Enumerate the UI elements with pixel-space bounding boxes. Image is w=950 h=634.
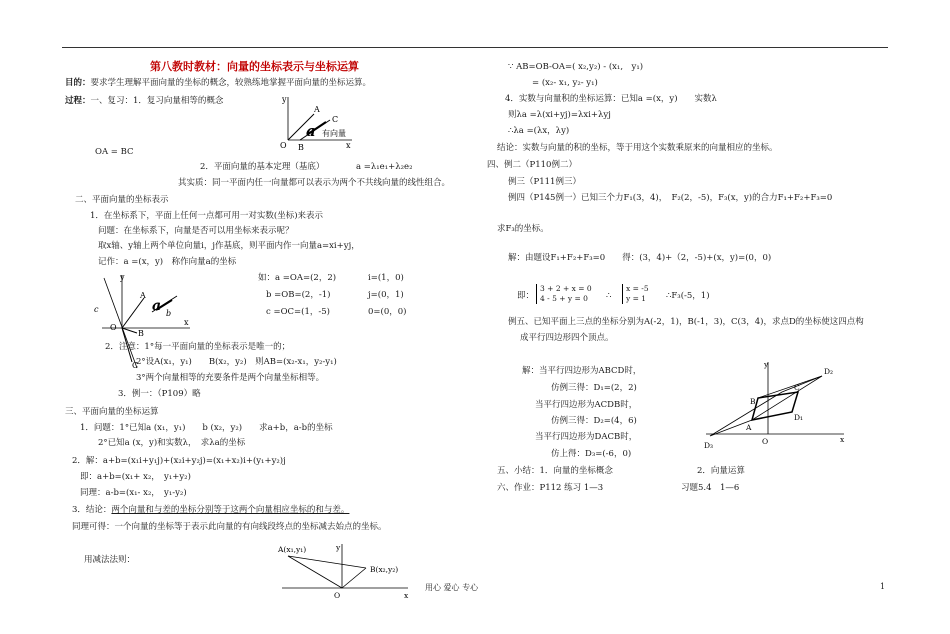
fig1-direction-label: 有向量 [322, 129, 346, 138]
fig1-o-label: O [280, 141, 287, 150]
therefore-symbol: ∴ [606, 291, 612, 301]
r-line-12-label: 即： [517, 291, 535, 301]
page-title: 第八教时教材：向量的坐标表示与坐标运算 [150, 60, 359, 73]
conclusion-text: 两个向量和与差的坐标分别等于这两个向量相应坐标的和与差。 [111, 505, 350, 515]
r-line-3: 4．实数与向量积的坐标运算：已知a =(x，y) 实数λ [505, 94, 717, 104]
equation-1: 3 + 2 + x = 0 [540, 284, 592, 293]
r-line-7: 四、例二（P110例二） [487, 160, 577, 170]
fig3-x-label: x [404, 591, 409, 600]
fig4-o-label: O [762, 437, 769, 446]
equal-vectors: OA = BC [95, 147, 134, 157]
r-line-10: 求F₃的坐标。 [497, 224, 549, 234]
case-2: 当平行四边形为ACDB时， [535, 400, 638, 410]
r-line-9: 例四（P145例一）已知三个力F₁(3，4)， F₂(2，-5)，F₃(x，y)的合力F₁+F₂+F₃=0 [508, 193, 833, 203]
fig2-b-vector: b [166, 309, 172, 318]
fig4-y-label: y [764, 360, 769, 369]
fig4-d1-label: D₁ [794, 413, 804, 422]
solution-system [622, 284, 649, 304]
solution-2: y = 1 [626, 294, 647, 303]
homework-line: 六、作业：P112 练习 1—3 [497, 483, 604, 493]
section-3-heading: 三、平面向量的坐标运算 [65, 407, 159, 417]
homework-item-2: 习题5.4 1—6 [681, 483, 740, 493]
r-line-14: 成平行四边形四个顶点。 [520, 333, 614, 343]
case-1-result: 仿例三得：D₁=(2，2) [551, 383, 637, 393]
fig4-b-label: B [750, 397, 756, 406]
example-b: b =OB=(2，-1) [266, 290, 331, 300]
s3-question-2: 2°已知a (x，y)和实数λ， 求λa的坐标 [98, 438, 246, 448]
result-f3: ∴F₃(-5，1) [666, 291, 710, 301]
fig4-x-label: x [840, 435, 845, 444]
fig2-c-vector: c [94, 305, 99, 314]
essence-text: 其实质：同一平面内任一向量都可以表示为两个不共线向量的线性组合。 [178, 178, 451, 188]
fig3-b-label: B(x₂,y₂) [370, 565, 399, 574]
summary-line: 五、小结：1．向量的坐标概念 [497, 466, 613, 476]
goal-line [65, 78, 371, 89]
figure-vector-equal [268, 92, 358, 154]
case-3: 当平行四边形为DACB时， [535, 432, 638, 442]
example-1: 3．例一：（P109）略 [118, 389, 201, 399]
review-text: 一、复习：1．复习向量相等的概念 [90, 96, 224, 106]
r-line-5: ∴λa =(λx，λy) [508, 126, 570, 136]
subtraction-method: 用减法法则： [84, 555, 136, 565]
r-line-2: = (x₂- x₁, y₂- y₁) [532, 78, 598, 88]
r-line-8: 例三（P111例三） [508, 177, 581, 187]
fig3-a-label: A(x₁,y₁) [278, 545, 307, 554]
s3-solution: 2．解：a+b=(x₁i+y₁j)+(x₂i+y₂j)=(x₁+x₂)i+(y₁+y₂)j [72, 456, 286, 466]
r-line-6: 结论：实数与向量的积的坐标，等于用这个实数乘原来的向量相应的坐标。 [497, 143, 778, 153]
fig2-x-label: x [184, 318, 189, 327]
fig1-b-label: B [298, 143, 304, 152]
goal-label: 目的： [65, 78, 91, 88]
s3-difference: 同理：a-b=(x₁- x₂， y₁-y₂) [80, 488, 187, 498]
fig1-x-label: x [346, 141, 351, 150]
example-a: 如：a =OA=(2，2) [258, 273, 337, 283]
page-number: 1 [880, 582, 886, 591]
summary-item-2: 2．向量运算 [697, 466, 745, 476]
goal-text: 要求学生理解平面向量的坐标的概念，较熟练地掌握平面向量的坐标运算。 [90, 78, 372, 88]
figure-subtraction [262, 540, 422, 600]
fig1-c-label: C [332, 115, 339, 124]
figure-parallelogram [702, 358, 850, 450]
zero-vector: 0=(0，0) [368, 307, 407, 317]
s3-question-1: 1．问题：1°已知a (x₁，y₁) b (x₂，y₂) 求a+b，a-b的坐标 [80, 423, 333, 433]
s2-question: 问题：在坐标系下，向量是否可以用坐标来表示呢？ [98, 226, 294, 236]
figure-coordinate-vectors [92, 270, 197, 370]
note-2: 2°设A(x₁，y₁) B(x₂，y₂) 则AB=(x₂-x₁，y₂-y₁) [136, 357, 337, 367]
fig3-o-label: O [334, 591, 341, 600]
fig2-b-label: B [138, 329, 144, 338]
s3-sum: 即：a+b=(x₁+ x₂， y₁+y₂) [80, 472, 191, 482]
fig2-c-label: C [132, 361, 139, 370]
s2-notation: 记作：a =(x，y) 称作向量a的坐标 [98, 257, 237, 267]
fig2-a-label: A [140, 291, 146, 300]
header-rule [62, 47, 888, 48]
basic-theorem: 2．平面向量的基本定理（基底） [200, 162, 325, 172]
process-label: 过程： [65, 96, 91, 106]
note-3: 3°两个向量相等的充要条件是两个向量坐标相等。 [136, 373, 325, 383]
fig1-y-label: y [282, 95, 287, 104]
fig4-a-label: A [746, 423, 752, 432]
solution-1: x = -5 [626, 284, 649, 293]
r-line-1: ∵ AB=OB-OA=( x₂,y₂) - (x₁, y₁) [508, 62, 644, 72]
note-1: 2．注意：1°每一平面向量的坐标表示是唯一的； [105, 342, 291, 352]
fig1-a-label: A [314, 105, 320, 114]
case-2-result: 仿例三得：D₂=(4，6) [551, 416, 637, 426]
fig4-d3-label: D₃ [704, 441, 714, 450]
equation-2: 4 - 5 + y = 0 [540, 294, 588, 303]
fig2-o-label: O [110, 323, 117, 332]
section-2-heading: 二、平面向量的坐标表示 [75, 195, 169, 205]
fig4-d2-label: D₂ [824, 367, 834, 376]
fig2-y-label: y [120, 273, 125, 282]
basic-formula: a =λ₁e₁+λ₂e₂ [356, 162, 413, 172]
process-line [65, 96, 223, 107]
fig3-y-label: y [336, 543, 341, 552]
footer-text: 用心 爱心 专心 [425, 583, 479, 592]
unit-i: i=(1，0) [368, 273, 404, 283]
similar-text: 同理可得：一个向量的坐标等于表示此向量的有向线段终点的坐标减去始点的坐标。 [72, 522, 387, 532]
conclusion-line [72, 505, 349, 516]
fig2-a-vector: a [152, 298, 162, 314]
s2-point-1: 1．在坐标系下，平面上任何一点都可用一对实数(坐标)来表示 [90, 211, 324, 221]
example-c: c =OC=(1，-5) [266, 307, 330, 317]
fig4-c-label: C [794, 383, 800, 392]
equation-system [536, 284, 592, 304]
fig1-a-vector: a [306, 122, 316, 140]
case-3-result: 仿上得：D₃=(-6，0) [551, 449, 632, 459]
r-line-4: 则λa =λ(xi+yj)=λxi+λyj [508, 110, 611, 120]
conclusion-label: 3．结论： [72, 505, 112, 515]
r-line-11: 解：由题设F₁+F₂+F₃=0 得：(3，4)+（2，-5)+(x，y)=(0，0) [508, 253, 772, 263]
case-1: 解：当平行四边形为ABCD时， [522, 366, 642, 376]
s2-unit-vectors: 取x轴、y轴上两个单位向量i，j作基底，则平面内作一向量a=xi+yj， [98, 241, 360, 251]
unit-j: j=(0，1) [368, 290, 404, 300]
r-line-13: 例五、已知平面上三点的坐标分别为A(-2，1)，B(-1，3)，C(3，4)，求点D的坐标使这四点构 [508, 317, 864, 327]
